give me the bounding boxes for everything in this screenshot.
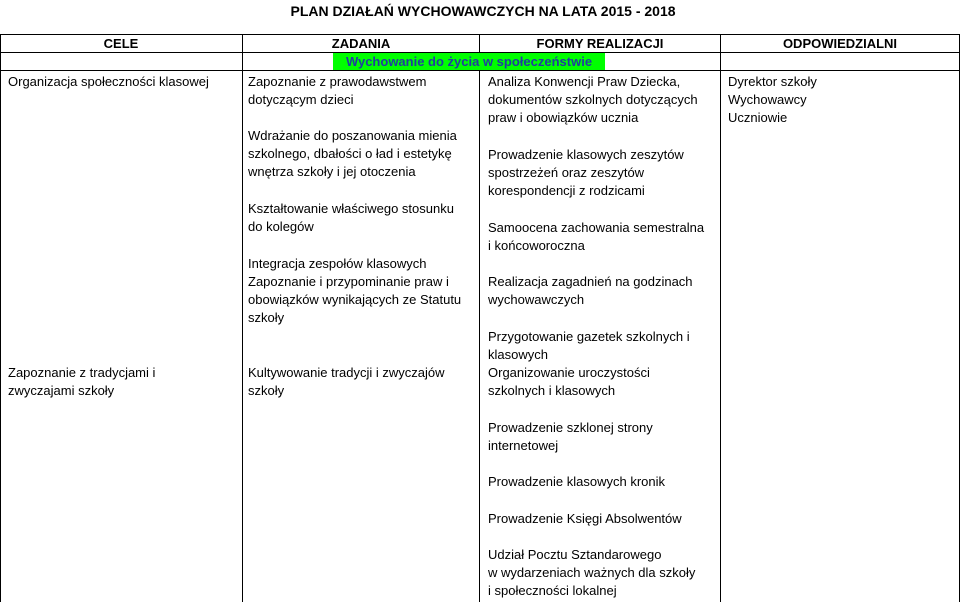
forma-samoocena: Samoocena zachowania semestralna i końcoworoczna [488,220,705,253]
cel-organizacja: Organizacja społeczności klasowej [8,74,209,89]
forma-konwencja: Analiza Konwencji Praw Dziecka, dokumentów szkolnych dotyczących praw i obowiązków ucznia [488,74,698,125]
forma-uroczystosci: Organizowanie uroczystości szkolnych i klasowych [488,365,650,398]
table-left-border [0,34,1,602]
odpowiedzialni-lista: Dyrektor szkoły Wychowawcy Uczniowie [728,74,817,125]
forma-zeszyty: Prowadzenie klasowych zeszytów spostrzeżeń oraz zeszytów korespondencji z rodzicami [488,147,684,198]
page-title: PLAN DZIAŁAŃ WYCHOWAWCZYCH NA LATA 2015 - 2018 [290,3,676,19]
zadanie-koledzy: Kształtowanie właściwego stosunku do kolegów [248,201,454,234]
header-formy-realizacji: FORMY REALIZACJI [536,36,664,51]
zadanie-integracja: Integracja zespołów klasowych Zapoznanie i przypominanie praw i obowiązków wynikających ze Statutu szkoły [248,256,462,325]
forma-ksiega-absolwentow: Prowadzenie Księgi Absolwentów [488,511,682,526]
forma-gazetki: Przygotowanie gazetek szkolnych i klasowych [488,329,690,362]
zadanie-prawodawstwo: Zapoznanie z prawodawstwem dotyczącym dzieci [248,74,427,107]
zadanie-mienie: Wdrażanie do poszanowania mienia szkolnego, dbałości o ład i estetykę wnętrza szkoły i jej otoczenia [248,128,457,179]
header-odpowiedzialni: ODPOWIEDZIALNI [782,36,898,51]
forma-poczet-sztandarowy: Udział Pocztu Sztandarowego w wydarzeniach ważnych dla szkoły i społeczności lokalnej [488,547,696,598]
forma-kroniki: Prowadzenie klasowych kronik [488,474,666,489]
column-divider-3 [720,34,721,602]
band-bottom-border [0,70,960,71]
column-divider-1 [242,34,243,602]
header-zadania: ZADANIA [331,36,391,51]
header-cele: CELE [103,36,139,51]
column-divider-2 [479,34,480,602]
forma-strona-internetowa: Prowadzenie szklonej strony internetowej [488,420,653,453]
table-top-border [0,34,960,35]
cel-tradycje: Zapoznanie z tradycjami i zwyczajami szkoły [8,365,156,398]
zadanie-tradycje: Kultywowanie tradycji i zwyczajów szkoły [248,365,445,398]
section-band: Wychowanie do życia w społeczeństwie [333,53,605,70]
forma-godziny-wychowawcze: Realizacja zagadnień na godzinach wychowawczych [488,274,693,307]
